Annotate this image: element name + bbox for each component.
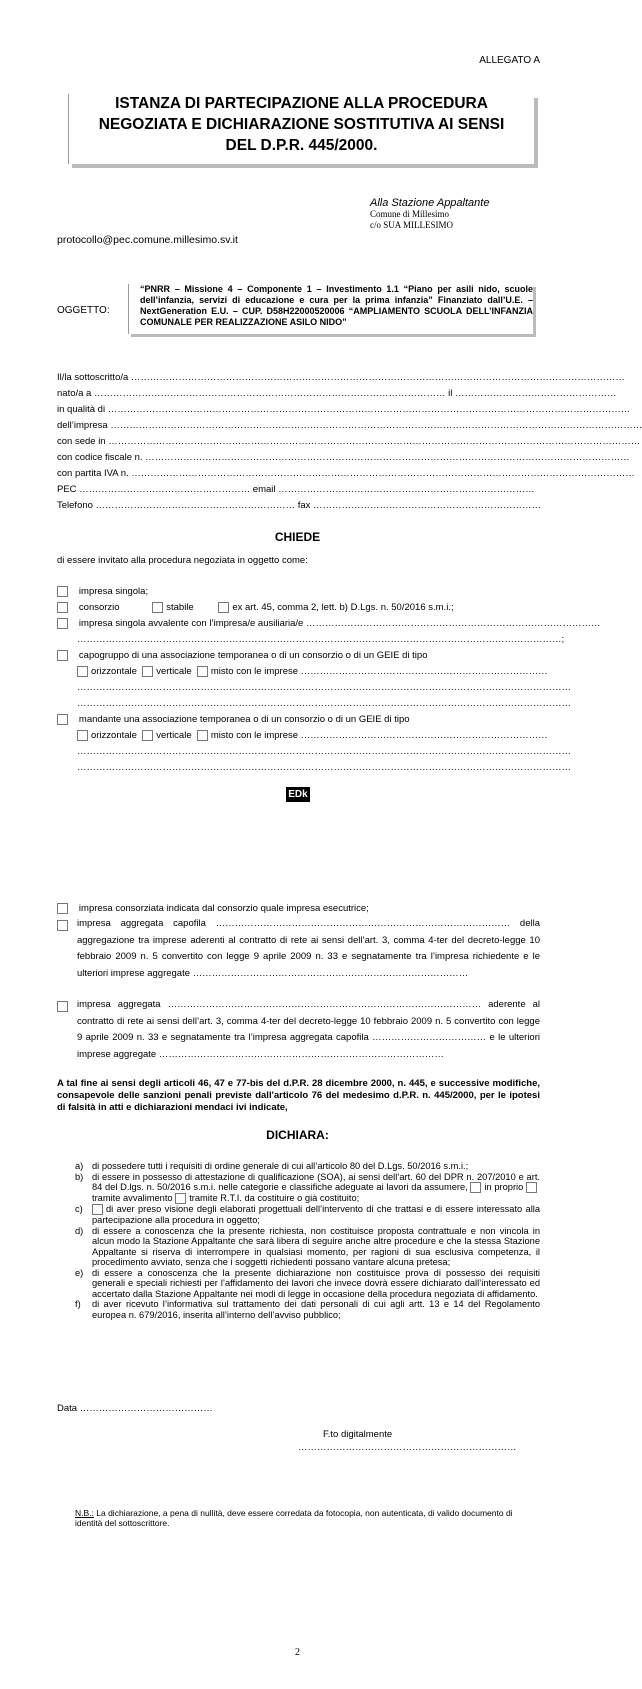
option-label: consorzio	[78, 602, 120, 614]
field-pec-email[interactable]: PEC ……………………………………………… email ………………………………………………………………………	[57, 484, 535, 495]
checkbox[interactable]	[57, 650, 68, 661]
pec-address: protocollo@pec.comune.millesimo.sv.it	[57, 234, 238, 246]
document-title	[68, 94, 534, 164]
option-label: capogruppo di una associazione temporanea o di un consorzio o di un GEIE di tipo	[78, 650, 428, 662]
checkbox-rti[interactable]	[175, 1193, 186, 1204]
recipient-to: Alla Stazione Appaltante	[370, 197, 490, 209]
list-item: c) di aver preso visione degli elaborati progettuali dell’intervento di che trattasi e di essere interessato alla partecipazione alla procedura in oggetto;	[75, 1204, 540, 1226]
dichiara-title: DICHIARA:	[266, 1128, 329, 1142]
checkbox[interactable]	[92, 1204, 103, 1215]
checkbox[interactable]	[57, 586, 68, 597]
checkbox-orizzontale[interactable]	[77, 666, 88, 677]
checkbox-avvalimento[interactable]	[526, 1182, 537, 1193]
title-line-1: ISTANZA DI PARTECIPAZIONE ALLA PROCEDURA	[115, 95, 488, 112]
option-label: misto con le imprese ……………………………………………………………………	[210, 666, 548, 678]
item-text: di aver ricevuto l’informativa sul trattamento dei dati personali di cui agli artt. 13 e 14 del Regolamento europea n. 679/2016, inserita all’interno dell’avviso pubblico;	[92, 1299, 540, 1320]
option-label: ex art. 45, comma 2, lett. b) D.Lgs. n. 50/2016 s.m.i.;	[232, 602, 454, 614]
option-label: verticale	[156, 666, 192, 678]
checkbox-verticale[interactable]	[142, 666, 153, 677]
option-label: tramite avvalimento	[92, 1193, 173, 1204]
oggetto-text: “PNRR – Missione 4 – Componente 1 – Investimento 1.1 “Piano per asili nido, scuole dell’infanzia, servizi di educazione e cura per la prima infanzia” Finanziato dall’U.E. – NextGeneration E.U. – CUP. D58H22000520006 “AMPLIAMENTO SCUOLA DELL’INFANZIA COMUNALE PER REALIZZAZIONE ASILO NIDO”	[128, 284, 533, 334]
option-label: impresa consorziata indicata dal consorzio quale impresa esecutrice;	[78, 903, 369, 915]
field-nato[interactable]: nato/a a ………………………………………………………………………………………………… il ……………………………………………	[57, 388, 617, 399]
option-label: orizzontale	[91, 666, 137, 678]
title-line-2: NEGOZIATA E DICHIARAZIONE SOSTITUTIVA AI SENSI	[98, 116, 505, 133]
checkbox-misto[interactable]	[197, 666, 208, 677]
fine-paragraph: A tal fine ai sensi degli articoli 46, 47 e 77-bis del d.P.R. 28 dicembre 2000, n. 445, e successive modifiche, consapevole delle sanzioni penali previste dall'articolo 76 del medesimo d.P.R. n. 445/2000, per le ipotesi di falsità in atti e dichiarazioni mendaci ivi indicate,	[57, 1078, 540, 1113]
avvalente-continuation[interactable]: ………………………………………………………………………………………………………………………………………;	[77, 634, 565, 645]
recipient-block	[370, 197, 489, 231]
field-telefono-fax[interactable]: Telefono ……………………………………………………… fax ………………………………………………………………	[57, 500, 542, 511]
dots-line[interactable]: …………………………………………………………………………………………………………………………………………	[77, 682, 571, 693]
item-text: di essere a conoscenza che la presente dichiarazione non costituisce prova di possesso dei requisiti generali e speciali richiesti per l’affidamento dei lavori che invece dovrà essere dichiarato dall’interessato ed accertato dalla Stazione Appaltante nei modi di legge in occasione della procedura negoziata di affidamento.	[92, 1267, 540, 1299]
option-mandante[interactable]	[57, 714, 540, 725]
chiede-intro: di essere invitato alla procedura negoziata in oggetto come:	[57, 555, 308, 566]
option-label: verticale	[156, 730, 192, 742]
checkbox-in-proprio[interactable]	[470, 1182, 481, 1193]
mandante-tipo[interactable]	[77, 730, 548, 742]
checkbox[interactable]	[57, 903, 68, 914]
option-label: stabile	[166, 602, 194, 614]
field-sottoscritto[interactable]: Il/la sottoscritto/a …………………………………………………………………………………………………………………………………………	[57, 372, 625, 383]
option-avvalente[interactable]	[57, 618, 601, 630]
checkbox[interactable]	[57, 618, 68, 629]
field-codice-fiscale[interactable]: con codice fiscale n. ………………………………………………………………………………………………………………………………………	[57, 452, 630, 463]
nota-bene	[75, 1508, 540, 1528]
item-text: di essere a conoscenza che la presente richiesta, non costituisce proposta contrattuale e non vincola in alcun modo la Stazione Appaltante che sarà libera di seguire anche altre procedure e che la stessa Stazione Appaltante si riserva di interrompere in qualsiasi momento, per ragioni di sua esclusiva competenza, il procedimento avviato, senza che i soggetti richiedenti possano vantare alcuna pretesa;	[92, 1225, 540, 1268]
option-capogruppo[interactable]	[57, 650, 540, 661]
list-item: b) di essere in possesso di attestazione di qualificazione (SOA), ai sensi dell’art. 60 del DPR n. 207/2010 e art. 84 del D.lgs. n. 50/2016 s.m.i. nelle categorie e classifiche adeguate ai lavori da assumere, in proprio tramite avvalimento tramite R.T.I. da costituire o già costituito;	[75, 1171, 540, 1204]
checkbox-misto[interactable]	[197, 730, 208, 741]
option-label: impresa aggregata capofila ………………………………………………………………………………… della aggregazione tra imprese aderenti al contratto di rete ai sensi dell’art. 3, comma 4-ter del decreto-legge 10 febbraio 2009 n. 5 convertito con legge 9 aprile 2009 n. 33 e segnatamente tra l’impresa richiedente e le ulteriori imprese aggregate ……………………………………………………………………………	[77, 918, 540, 979]
allegato-label: ALLEGATO A	[479, 55, 540, 66]
list-item: a) di possedere tutti i requisiti di ordine generale di cui all’articolo 80 del D.Lgs. 50/2016 s.m.i.;	[75, 1161, 469, 1171]
option-aggregata-capofila[interactable]	[57, 916, 540, 982]
field-sede[interactable]: con sede in ……………………………………………………………………………………………………………………………………………………	[57, 436, 641, 447]
title-line-3: DEL D.P.R. 445/2000.	[225, 137, 378, 154]
edk-logo: EDk	[286, 787, 310, 802]
dots-line[interactable]: …………………………………………………………………………………………………………………………………………	[77, 762, 571, 773]
field-qualita[interactable]: in qualità di …………………………………………………………………………………………………………………………………………………	[57, 404, 631, 415]
recipient-comune: Comune di Millesimo	[370, 209, 450, 219]
option-label: impresa singola avvalente con l’impresa/e ausiliaria/e …………………………………………………………………………………	[78, 618, 601, 630]
nb-text: La dichiarazione, a pena di nullità, deve essere corredata da fotocopia, non autenticata, di valido documento di identità del sottoscrittore.	[75, 1508, 513, 1528]
list-item: d) di essere a conoscenza che la presente richiesta, non costituisce proposta contrattuale e non vincola in alcun modo la Stazione Appaltante che sarà libera di seguire anche altre procedure e che la stessa Stazione Appaltante si riserva di interrompere in qualsiasi momento, per ragioni di sua esclusiva competenza, il procedimento avviato, senza che i soggetti richiedenti possano vantare alcuna pretesa;	[75, 1225, 540, 1268]
option-label: impresa aggregata ……………………………………………………………………………………… aderente al contratto di rete ai sensi dell’art. 3, comma 4-ter del decreto-legge 10 febbraio 2009 n. 5 convertito con legge 9 aprile 2009 n. 33 e segnatamente tra l’impresa aggregata capofila ……………………………… e le ulteriori imprese aggregate ………………………………………………………………………………	[77, 999, 540, 1060]
option-label: misto con le imprese ……………………………………………………………………	[210, 730, 548, 742]
chiede-title: CHIEDE	[274, 530, 321, 544]
dots-line[interactable]: …………………………………………………………………………………………………………………………………………	[77, 698, 571, 709]
checkbox[interactable]	[57, 920, 68, 931]
option-label: in proprio	[484, 1182, 524, 1192]
checkbox-orizzontale[interactable]	[77, 730, 88, 741]
option-label: mandante una associazione temporanea o di un consorzio o di un GEIE di tipo	[78, 714, 410, 726]
checkbox[interactable]	[57, 714, 68, 725]
data-field[interactable]: Data ……………………………………	[57, 1403, 213, 1414]
option-aggregata[interactable]	[57, 997, 540, 1063]
dots-line[interactable]: …………………………………………………………………………………………………………………………………………	[77, 746, 571, 757]
checkbox-verticale[interactable]	[142, 730, 153, 741]
option-impresa-singola[interactable]	[57, 586, 540, 597]
oggetto-label: OGGETTO:	[57, 305, 110, 316]
checkbox-ex-art[interactable]	[218, 602, 229, 613]
item-text: di essere in possesso di attestazione di qualificazione (SOA), ai sensi dell’art. 60 del DPR n. 207/2010 e art. 84 del D.lgs. n. 50/2016 s.m.i. nelle categorie e classifiche adeguate ai lavori da assumere,	[92, 1171, 540, 1192]
option-consorzio[interactable]	[57, 602, 540, 613]
option-label: impresa singola;	[78, 586, 149, 598]
item-text: di possedere tutti i requisiti di ordine generale di cui all’articolo 80 del D.Lgs. 50/2016 s.m.i.;	[92, 1161, 469, 1171]
list-item: f) di aver ricevuto l’informativa sul trattamento dei dati personali di cui agli artt. 13 e 14 del Regolamento europea n. 679/2016, inserita all’interno dell’avviso pubblico;	[75, 1299, 540, 1320]
option-label: orizzontale	[91, 730, 137, 742]
dichiara-list	[75, 1161, 540, 1320]
nb-label: N.B.:	[75, 1508, 94, 1518]
field-partita-iva[interactable]: con partita IVA n. ……………………………………………………………………………………………………………………………………………	[57, 468, 635, 479]
capogruppo-tipo[interactable]	[77, 666, 548, 678]
page-number: 2	[295, 1647, 300, 1658]
list-item: e) di essere a conoscenza che la presente dichiarazione non costituisce prova di possesso dei requisiti generali e speciali richiesti per l’affidamento dei lavori che invece dovrà essere dichiarato dall’interessato ed accertato dalla Stazione Appaltante nei modi di legge in occasione della procedura negoziata di affidamento.	[75, 1267, 540, 1299]
firma-label: F.to digitalmente	[323, 1429, 393, 1440]
option-label: tramite R.T.I. da costituire o già costituito;	[189, 1193, 360, 1204]
recipient-sua: c/o SUA MILLESIMO	[370, 220, 453, 230]
checkbox[interactable]	[57, 602, 68, 613]
option-consorziata[interactable]	[57, 903, 540, 914]
checkbox-stabile[interactable]	[152, 602, 163, 613]
firma-field[interactable]: ……………………………………………………………	[298, 1442, 517, 1453]
item-text: di aver preso visione degli elaborati progettuali dell’intervento di che trattasi e di essere interessato alla partecipazione alla procedura in oggetto;	[92, 1204, 540, 1226]
field-impresa[interactable]: dell’impresa ……………………………………………………………………………………………………………………………………………………	[57, 420, 642, 431]
checkbox[interactable]	[57, 1001, 68, 1012]
